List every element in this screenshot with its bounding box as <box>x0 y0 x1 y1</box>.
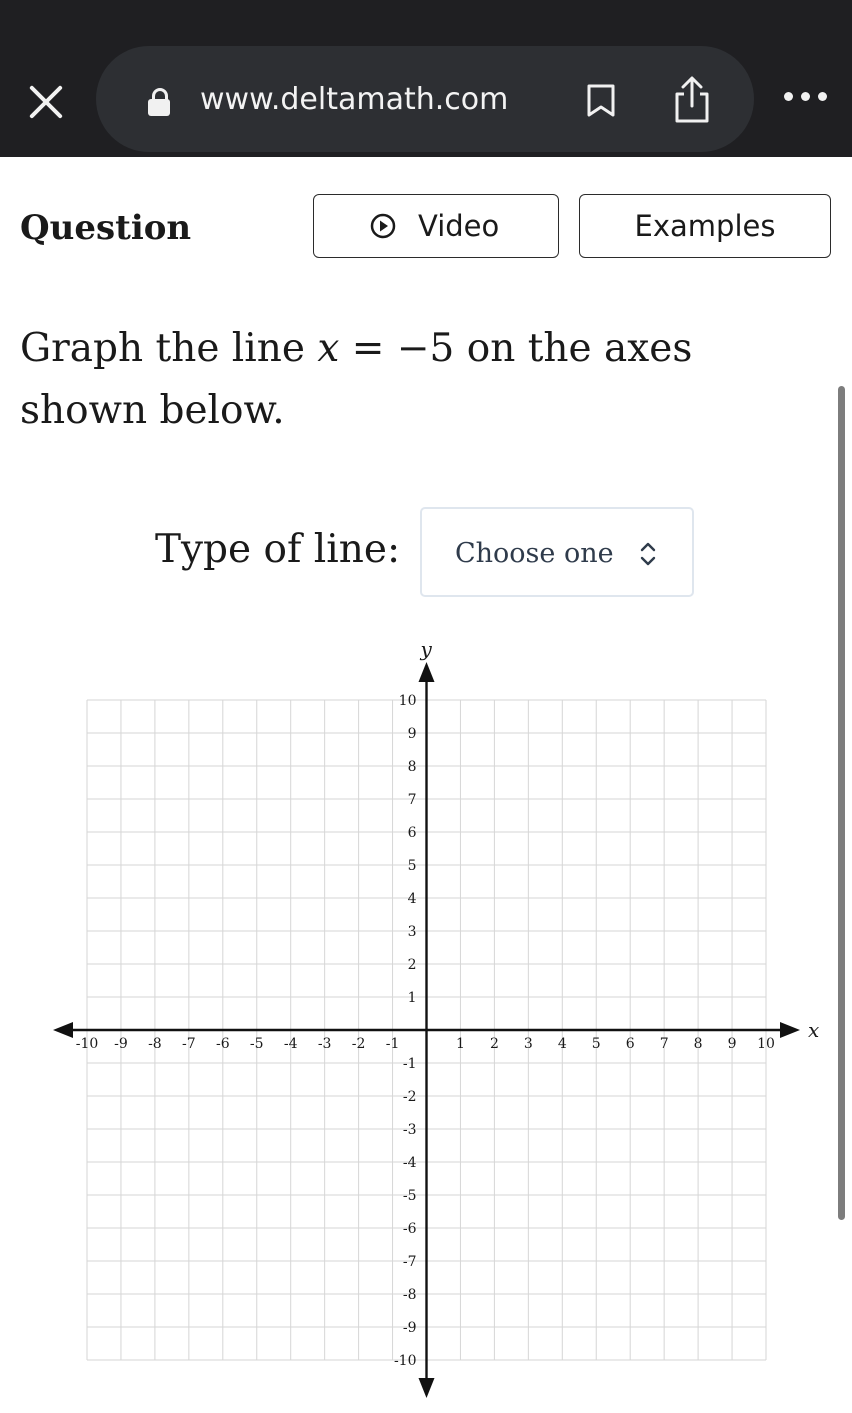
prompt-text-end: on the axes shown below. <box>20 326 693 433</box>
y-tick-label: -2 <box>402 1089 417 1105</box>
question-prompt <box>20 318 800 442</box>
video-button[interactable] <box>313 194 559 258</box>
video-button-label: Video <box>418 209 500 243</box>
y-tick-label: 9 <box>407 726 417 742</box>
math-equals: = <box>339 326 397 371</box>
chevron-updown-icon <box>638 540 658 568</box>
share-icon[interactable] <box>672 76 712 124</box>
type-of-line-label: Type of line: <box>155 527 401 572</box>
examples-button[interactable] <box>579 194 831 258</box>
x-tick-label: 9 <box>727 1036 737 1052</box>
page-title: Question <box>20 208 192 248</box>
lock-icon <box>148 88 170 116</box>
coordinate-graph[interactable] <box>40 630 840 1410</box>
y-tick-label: -8 <box>402 1287 417 1303</box>
more-icon[interactable] <box>784 92 828 104</box>
examples-button-label: Examples <box>634 209 776 243</box>
y-axis-label: y <box>420 637 432 661</box>
close-icon[interactable] <box>24 80 68 124</box>
y-tick-label: 6 <box>407 825 417 841</box>
x-tick-label: -8 <box>148 1036 162 1052</box>
x-tick-label: 8 <box>693 1036 703 1052</box>
type-of-line-value: Choose one <box>455 538 614 569</box>
y-tick-label: -7 <box>402 1254 417 1270</box>
y-tick-label: 4 <box>407 891 417 907</box>
math-variable: x <box>317 326 340 371</box>
x-tick-label: 5 <box>591 1036 601 1052</box>
y-tick-label: -3 <box>402 1122 417 1138</box>
y-tick-label: 10 <box>398 693 417 709</box>
y-tick-label: 2 <box>407 957 417 973</box>
y-tick-label: -1 <box>402 1056 417 1072</box>
x-tick-label: -7 <box>182 1036 196 1052</box>
x-tick-label: -10 <box>75 1036 99 1052</box>
math-value: −5 <box>396 326 455 371</box>
x-tick-label: -2 <box>351 1036 366 1052</box>
y-tick-label: -5 <box>402 1188 417 1204</box>
x-tick-label: 2 <box>489 1036 499 1052</box>
x-axis-label: x <box>808 1018 820 1042</box>
y-tick-label: -6 <box>402 1221 417 1237</box>
x-tick-label: -4 <box>283 1036 298 1052</box>
math-expression <box>317 326 454 371</box>
type-of-line-select[interactable] <box>420 507 694 597</box>
bookmark-icon[interactable] <box>586 84 616 118</box>
x-axis-arrow-right <box>780 1022 800 1038</box>
y-tick-label: 8 <box>407 759 417 775</box>
x-tick-label: 7 <box>659 1036 669 1052</box>
y-axis-arrow-up <box>419 662 435 682</box>
y-tick-label: 7 <box>407 792 417 808</box>
x-tick-label: -5 <box>249 1036 264 1052</box>
play-circle-icon <box>370 213 396 239</box>
prompt-text-start: Graph the line <box>20 326 318 371</box>
x-tick-label: 10 <box>757 1036 775 1052</box>
y-tick-label: 5 <box>407 858 417 874</box>
y-tick-label: -4 <box>402 1155 417 1171</box>
x-tick-label: -1 <box>385 1036 400 1052</box>
x-tick-label: 4 <box>557 1036 567 1052</box>
y-tick-label: 1 <box>407 990 417 1006</box>
y-tick-label: -9 <box>402 1320 417 1336</box>
y-axis-arrow-down <box>419 1378 435 1398</box>
x-tick-label: 6 <box>625 1036 635 1052</box>
x-tick-label: -9 <box>114 1036 128 1052</box>
x-axis-arrow-left <box>53 1022 73 1038</box>
x-tick-label: 1 <box>455 1036 465 1052</box>
x-tick-label: -3 <box>317 1036 332 1052</box>
x-tick-label: 3 <box>523 1036 533 1052</box>
url-text[interactable]: www.deltamath.com <box>200 82 509 117</box>
y-tick-label: 3 <box>407 924 417 940</box>
x-tick-label: -6 <box>215 1036 230 1052</box>
y-tick-label: -10 <box>393 1353 417 1369</box>
